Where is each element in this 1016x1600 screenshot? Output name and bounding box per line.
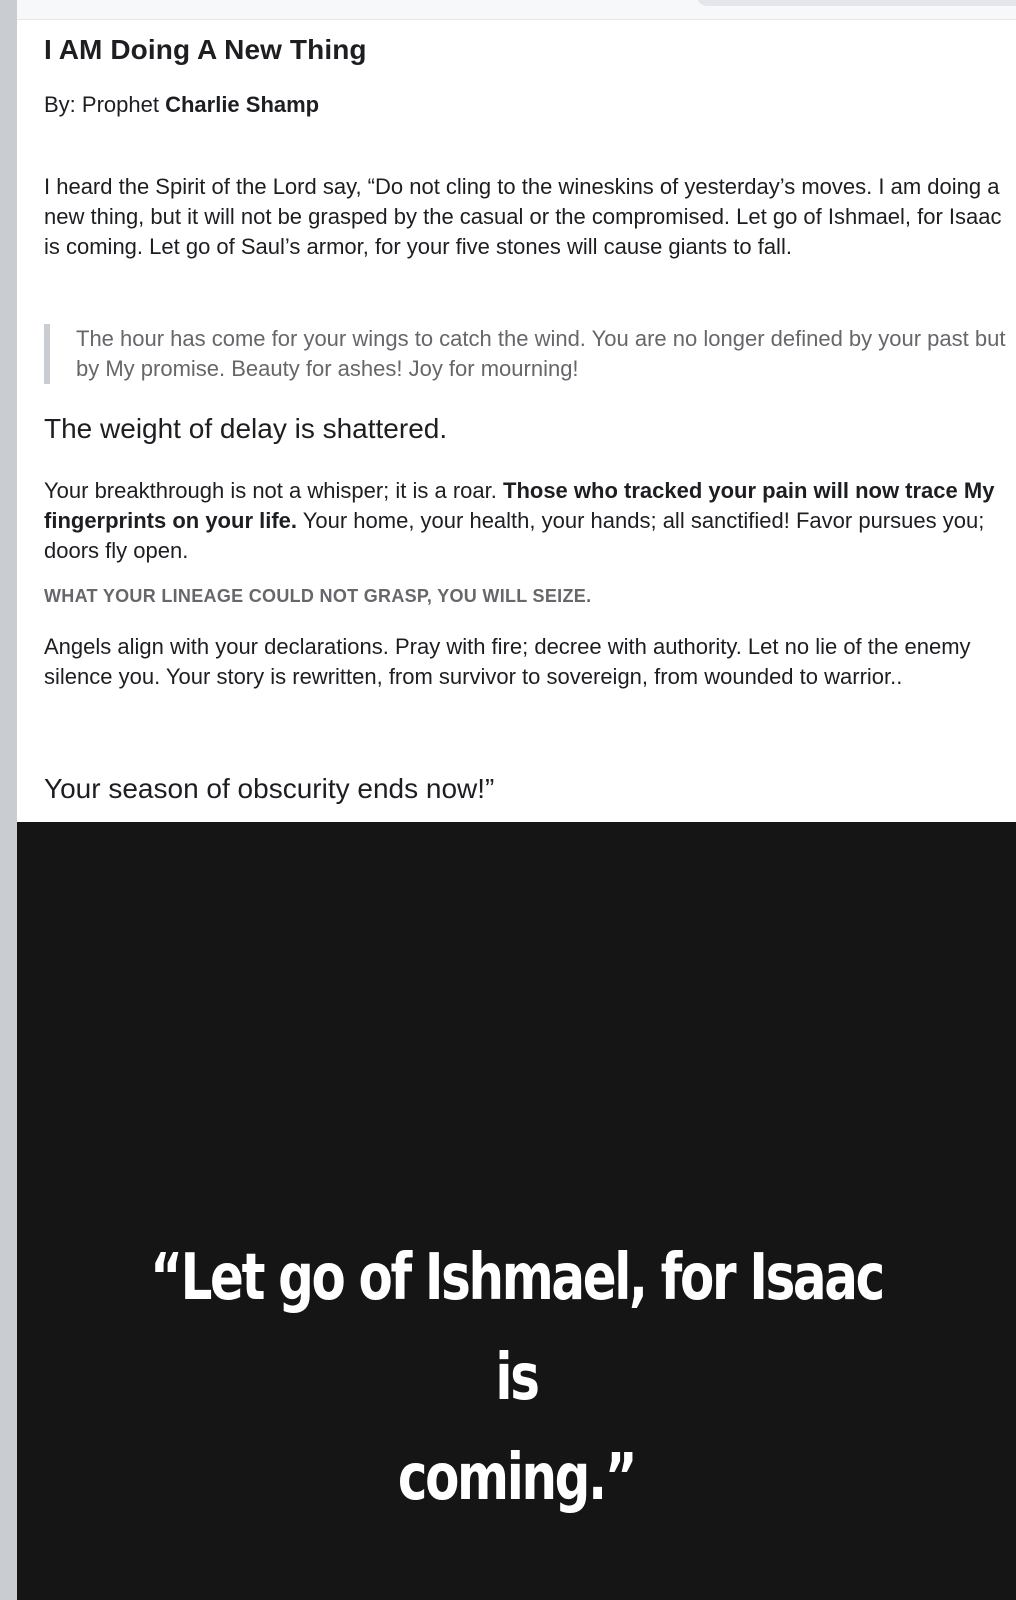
post-title: I AM Doing A New Thing	[44, 34, 367, 65]
paragraph-2-bold: Those who tracked your pain will now trace My fingerprints on your life.	[44, 478, 995, 533]
image-quote-text	[127, 1228, 906, 1528]
paragraph-2-end: Your home, your health, your hands; all sanctified! Favor pursues you; doors fly open.	[44, 508, 985, 563]
byline-author[interactable]: Charlie Shamp	[165, 92, 320, 117]
top-bar	[17, 0, 1016, 20]
blockquote: The hour has come for your wings to catch the wind. You are no longer defined by your past but by My promise. Beauty for ashes! Joy for mourning!	[44, 324, 1016, 384]
closing-line: Your season of obscurity ends now!”	[44, 773, 495, 804]
caps-subheading: WHAT YOUR LINEAGE COULD NOT GRASP, YOU WILL SEIZE.	[44, 586, 592, 606]
left-rail	[0, 0, 17, 1600]
search-pill[interactable]	[697, 0, 1016, 6]
section-heading: The weight of delay is shattered.	[44, 413, 448, 444]
paragraph-1: I heard the Spirit of the Lord say, “Do not cling to the wineskins of yesterday’s moves. I am doing a new thing, but it will not be grasped by the casual or the compromised. Let go of Ishmael, for Isaac is coming. Let go of Saul’s armor, for your five stones will cause giants to fall.	[44, 174, 1002, 259]
paragraph-2-start: Your breakthrough is not a whisper; it is a roar.	[44, 478, 503, 503]
image-quote-line-1: “Let go of Ishmael, for Isaac is	[150, 1241, 883, 1415]
paragraph-2	[44, 476, 1004, 566]
byline	[44, 92, 319, 118]
image-quote-line-2: coming.”	[397, 1441, 636, 1515]
quote-image[interactable]	[17, 822, 1016, 1600]
post-content	[17, 20, 1016, 822]
byline-prefix: By: Prophet	[44, 92, 166, 117]
paragraph-3: Angels align with your declarations. Pray with fire; decree with authority. Let no lie of the enemy silence you. Your story is rewritten, from survivor to sovereign, from wounded to warrior..	[44, 634, 971, 689]
